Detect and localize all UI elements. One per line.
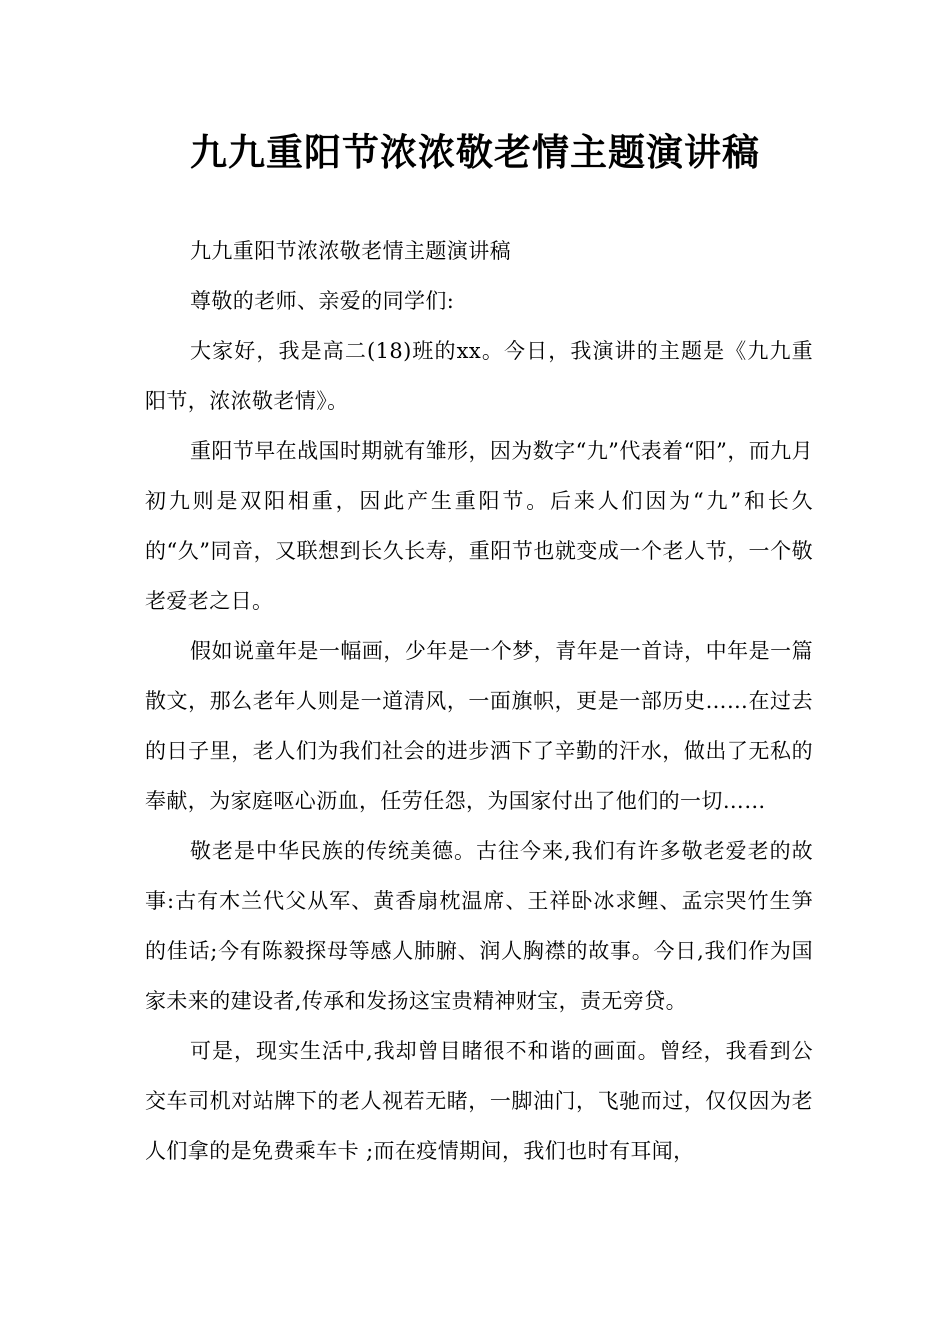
document-body (145, 226, 813, 1176)
paragraph-heading-repeat: 九九重阳节浓浓敬老情主题演讲稿 (190, 239, 511, 263)
paragraph-reality: 可是，现实生活中,我却曾目睹很不和谐的画面。曾经，我看到公交车司机对站牌下的老人视若无睹，一脚油门，飞驰而过，仅仅因为老人们拿的是免费乘车卡 ;而在疫情期间，我们也时有耳闻， (145, 1039, 813, 1163)
paragraph-tradition: 敬老是中华民族的传统美德。古往今来,我们有许多敬老爱老的故事:古有木兰代父从军、黄香扇枕温席、王祥卧冰求鲤、孟宗哭竹生笋的佳话;今有陈毅探母等感人肺腑、润人胸襟的故事。今日,我们作为国家未来的建设者,传承和发扬这宝贵精神财宝，责无旁贷。 (145, 839, 813, 1013)
paragraph-salutation: 尊敬的老师、亲爱的同学们: (190, 289, 455, 313)
paragraph-festival-origin: 重阳节早在战国时期就有雏形，因为数字“九”代表着“阳”，而九月初九则是双阳相重，因此产生重阳节。后来人们因为“九”和长久的“久”同音，又联想到长久长寿，重阳节也就变成一个老人节，一个敬老爱老之日。 (145, 439, 813, 613)
paragraph-elderly-metaphor: 假如说童年是一幅画，少年是一个梦，青年是一首诗，中年是一篇散文，那么老年人则是一道清风，一面旗帜，更是一部历史……在过去的日子里，老人们为我们社会的进步洒下了辛勤的汗水，做出了无私的奉献，为家庭呕心沥血，任劳任怨，为国家付出了他们的一切…… (145, 639, 813, 813)
document-title: 九九重阳节浓浓敬老情主题演讲稿 (190, 131, 760, 174)
paragraph-greeting: 大家好，我是高二(18)班的xx。今日，我演讲的主题是《九九重阳节，浓浓敬老情》。 (145, 339, 813, 413)
